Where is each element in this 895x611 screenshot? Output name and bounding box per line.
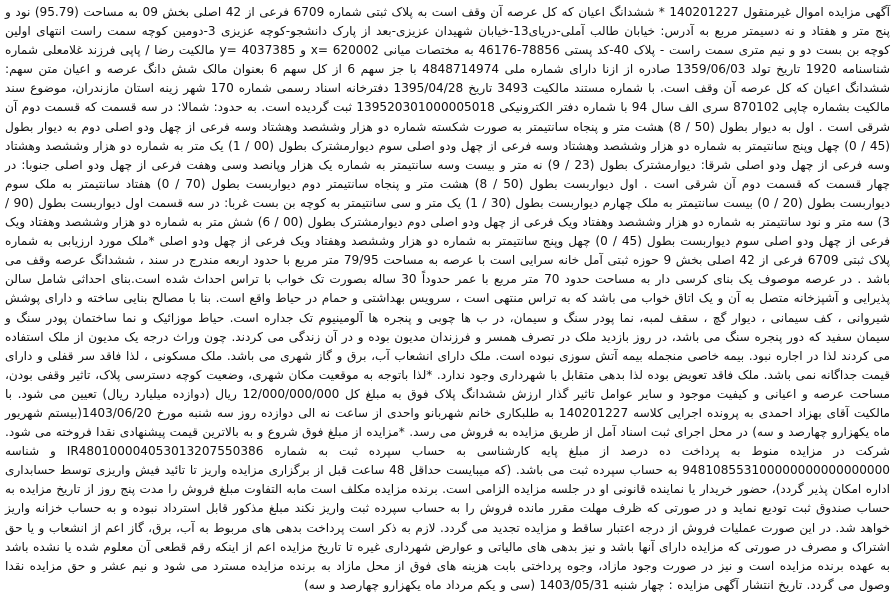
notice-body-text: آگهی مزایده اموال غیرمنقول 140201227 * ششدانگ اعیان که کل عرصه آن وقف است به پلاک ثبتی شماره 6709 فرعی از 42 اصلی بخش 09 به مساحت (95.79) نود و پنج متر و هفتاد و نه دسیمتر مربع به آدرس: خیابان طالب آملی-دریای13-خیابان شهیدان عزیزی-بعد از پارک دانشجو-کوچه عزیزی 3-دومین کوچه سمت راست انتهای اولین کوچه بن بست دو و نیم متری سمت راست - پلاک 40-کد پستی 78856-46176 به مختصات میانی x= 620002 و y= 4037385 مالکیت رضا / پاپی فرزند غلامعلی شماره شناسنامه 1920 تاریخ تولد 1359/06/03 صادره از ازنا دارای شماره ملی 4848714974 با جز سهم 6 از کل سهم 6 بعنوان مالک شش دانگ عرصه و اعیان متن سهم: ششدانگ اعیان که کل عرصه آن وقف است. با شماره مستند مالکیت 3493 تاریخ 1395/04/28 دفترخانه اسناد رسمی شماره 170 شهر زینه استان مازندران، موضوع سند مالکیت بشماره چاپی 870102 سری الف سال 94 با شماره دفتر الکترونیکی 139520301000005018 ثبت گردیده است. به حدود: شمالا: در سه قسمت که قسمت دوم آن شرقی است . اول به دیوار بطول (50 / 8) هشت متر و پنجاه سانتیمتر به صورت شکسته شماره دو هزار وششصد وهشتاد وسه فرعی از چهل ودو اصلی دوم به دیوار بطول (45 / 0) چهل وپنج سانتیمتر به شماره دو هزار وششصد وهشتاد وسه فرعی از چهل ودو اصلی سوم دیوارمشترک بطول (00 / 1) یک متر به شماره دو هزار وششصد وهشتاد وسه فرعی از چهل ودو اصلی شرقا: دیوارمشترک بطول (23 / 9) نه متر و بیست وسه سانتیمتر به شماره یک هزار وپانصد وسی وهفت فرعی از چهل ودو اصلی جنوبا: در چهار قسمت که قسمت دوم آن شرقی است . اول دیواربست بطول (50 / 8) هشت متر و پنجاه سانتیمتر دوم دیواربست بطول (70 / 0) هفتاد سانتیمتر به ملک سوم دیواربست بطول (20 / 0) بیست سانتیمتر به ملک چهارم دیواربست بطول (30 / 1) یک متر و سی سانتیمتر به کوچه بن بست غربا: در سه قسمت اول دیواربست بطول (90 / 3) سه متر و نود سانتیمتر به شماره دو هزار وششصد وهفتاد ویک فرعی از چهل ودو اصلی دوم دیوارمشترک بطول (00 / 6) شش متر به شماره دو هزار وششصد وهفتاد ویک فرعی از چهل ودو اصلی سوم دیواربست بطول (45 / 0) چهل وپنج سانتیمتر به شماره دو هزار وششصد وهفتاد ویک فرعی از چهل ودو اصلی *ملک مورد ارزیابی به شماره پلاک ثبتی 6709 فرعی از 42 اصلی بخش 9 حوزه ثبتی آمل خانه سرایی است با عرصه به مساحت 79/95 متر مربع با حدود اربعه مندرج در سند ، ششدانگ عرصه وقف می باشد . در عرصه موصوف یک بنای کرسی دار به مساحت حدود 70 متر مربع با عمر حدوداً 30 ساله بصورت تک خواب با تراس احداث شده است.بنای احداثی شامل سالن پذیرایی و آشپزخانه متصل به آن و یک اتاق خواب می باشد که به تراس منتهی است ، سرویس بهداشتی و حمام در حیاط واقع است. بنا با مصالح بنایی ساخته و دارای پوشش شیروانی ، کف سیمانی ، دیوار گچ ، سقف لمبه، نما پودر سنگ و سیمان، در ب ها چوبی و پنجره ها آلومینیوم تک جداره است. حیاط موزائیک و نما ساختمان پودر سنگ و سیمان سفید که دور پنجره سنگ می باشد، در روز بازدید ملک در تصرف همسر و فرزندان مدیون بوده و در آن زندگی می کردند. چون وراث درجه یک مدیون از ملک استفاده می کردند لذا در اجاره نبود. بیمه خاصی منجمله بیمه آتش سوزی نبوده است. ملک دارای انشعاب آب، برق و گاز شهری می باشد. ملک مسکونی ، لذا فاقد سر قفلی و دارای قیمت جداگانه نمی باشد. ملک فاقد تعویض بوده لذا بدهی متقابل با شهرداری وجود ندارد. *لذا باتوجه به موقعیت مکان شهری، وضعیت کوچه دسترسی پلاک، تاثیر وقفی بودن، مساحت عرصه و اعیانی و کیفیت موجود و سایر عوامل تاثیر گذار ارزش ششدانگ پلاک فوق به مبلغ کل 12/000/000/000 ریال (دوازده میلیارد ریال) تعیین می شود. با مالکیت آقای بهزاد احمدی به پرونده اجرایی کلاسه 140201227 به طلبکاری خانم شهربانو واحدی از ساعت نه الی دوازده روز سه شنبه مورخ 1403/06/20(بیستم شهریور ماه یکهزارو چهارصد و سه) در محل اجرای ثبت اسناد آمل از طریق مزایده به فروش می رسد. *مزایده از مبلغ فوق شروع و به بالاترین قیمت پیشنهادی نقدا فروخته می شود. شرکت در مزایده منوط به پرداخت ده درصد از مبلغ پایه کارشناسی به حساب سپرده ثبت به شماره IR480100004053013207550386 و شناسه 948108553100000000000000000 به حساب سپرده ثبت می باشد. (که میبایست حداقل 48 ساعت قبل از برگزاری مزایده واریز تا تائید فیش واریزی توسط حسابداری اداره امکان پذیر گردد)، حضور خریدار یا نماینده قانونی او در جلسه مزایده الزامی است. برنده مزایده مکلف است مابه التفاوت مبلغ فروش را مدت پنج روز از تاریخ مزایده به حساب صندوق ثبت تودیع نماید و در صورتی که ظرف مهلت مقرر مانده فروش را به حساب سپرده ثبت واریز نکند مبلغ مذکور قابل استرداد نبوده و به حساب خزانه واریز خواهد شد. در این صورت عملیات فروش از درجه اعتبار ساقط و مزایده تجدید می گردد. لازم به ذکر است پرداخت بدهی های مربوط به آب، برق، گاز اعم از انشعاب و یا حق اشتراک و مصرف در صورتی که مزایده دارای آنها باشد و نیز بدهی های مالیاتی و عوارض شهرداری غیره تا تاریخ مزایده اعم از اینکه رقم قطعی آن معلوم شده یا نشده باشد به عهده برنده مزایده است و نیز در صورت وجود مازاد، وجوه پرداختی بابت هزینه های فوق از محل مازاد به برنده مزایده مسترد می شود و نیم عشر و حق مزایده نقدا وصول می گردد. تاریخ انتشار آگهی مزایده : چهار شنبه 1403/05/31 (سی و یکم مرداد ماه یکهزارو چهارصد و سه) xyxy=(5,5,891,592)
